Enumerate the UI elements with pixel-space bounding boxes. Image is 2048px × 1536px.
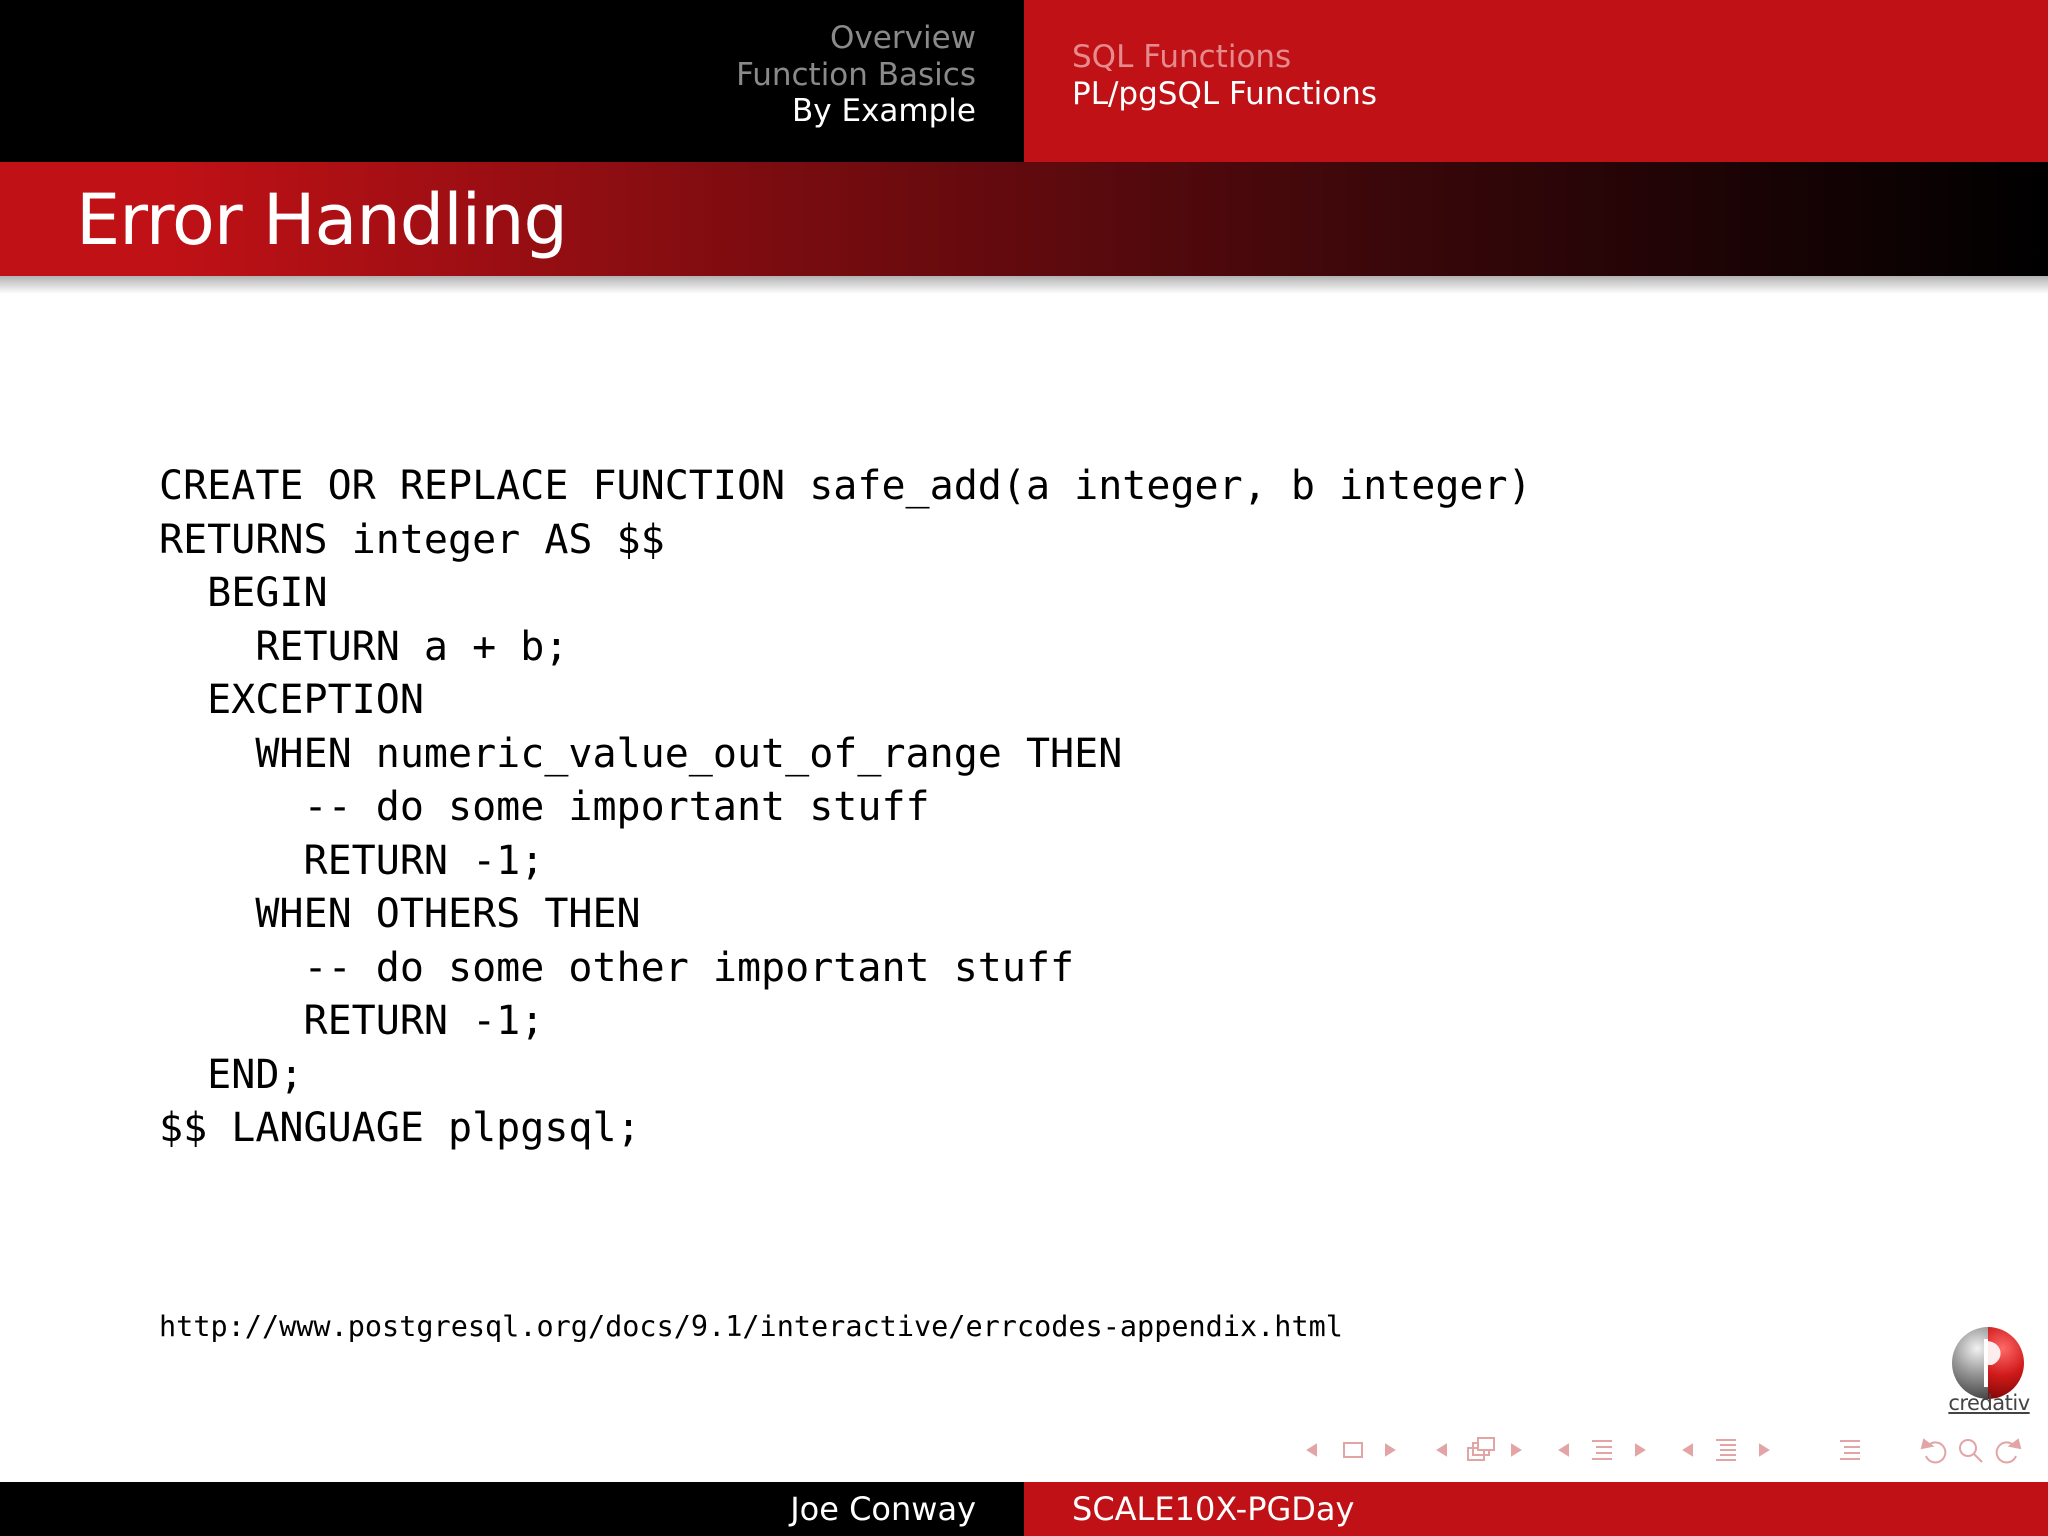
- footer-author: Joe Conway: [790, 1490, 976, 1528]
- footer-event-panel: [1024, 1482, 2048, 1536]
- code-line: RETURN -1;: [159, 837, 545, 884]
- footer-event: SCALE10X-PGDay: [1072, 1490, 1355, 1528]
- section-icon[interactable]: [1592, 1441, 1612, 1459]
- prev-doc-icon[interactable]: [1684, 1445, 1692, 1455]
- next-section-icon[interactable]: [1636, 1445, 1644, 1455]
- header-subsections-panel: [1024, 0, 2048, 162]
- errcodes-reference-link[interactable]: http://www.postgresql.org/docs/9.1/interactive/errcodes-appendix.html: [159, 1310, 1343, 1343]
- title-bar-shadow: [0, 276, 2048, 294]
- subsection-nav: [1072, 39, 1377, 113]
- code-listing: [159, 460, 1532, 1156]
- code-line: $$ LANGUAGE plpgsql;: [159, 1105, 641, 1151]
- next-frame-icon[interactable]: [1386, 1445, 1394, 1455]
- nav-section-overview[interactable]: Overview: [830, 20, 976, 56]
- code-line: RETURN -1;: [159, 998, 545, 1044]
- code-line: -- do some other important stuff: [159, 944, 1075, 991]
- code-line: -- do some important stuff: [159, 784, 930, 830]
- code-line: RETURNS integer AS $$: [159, 516, 665, 563]
- search-icon[interactable]: [1960, 1440, 1982, 1462]
- subsection-icon[interactable]: [1468, 1438, 1494, 1460]
- frame-icon[interactable]: [1344, 1443, 1362, 1457]
- code-line: RETURN a + b;: [159, 623, 569, 670]
- code-line: END;: [159, 1051, 304, 1098]
- nav-section-function-basics[interactable]: Function Basics: [736, 56, 976, 93]
- nav-subsection-plpgsql-functions[interactable]: PL/pgSQL Functions: [1072, 76, 1377, 112]
- next-doc-icon[interactable]: [1760, 1445, 1768, 1455]
- code-line: WHEN OTHERS THEN: [159, 891, 641, 937]
- prev-frame-icon[interactable]: [1308, 1445, 1316, 1455]
- slide-title: Error Handling: [76, 179, 567, 261]
- code-line: CREATE OR REPLACE FUNCTION safe_add(a integer, b integer): [159, 463, 1532, 509]
- outline-icon[interactable]: [1840, 1441, 1860, 1459]
- redo-arrowhead-icon: [2010, 1440, 2020, 1448]
- code-line: BEGIN: [159, 570, 328, 616]
- code-line: EXCEPTION: [159, 677, 424, 723]
- beamer-navigation-symbols: [1300, 1432, 2040, 1468]
- header-sections-panel: [0, 0, 1024, 162]
- nav-section-by-example[interactable]: By Example: [792, 93, 976, 129]
- undo-arrowhead-icon: [1922, 1440, 1932, 1448]
- document-icon[interactable]: [1716, 1440, 1736, 1460]
- prev-section-icon[interactable]: [1560, 1445, 1568, 1455]
- next-subsection-icon[interactable]: [1512, 1445, 1520, 1455]
- section-nav: [736, 20, 976, 130]
- code-line: WHEN numeric_value_out_of_range THEN: [159, 730, 1123, 777]
- nav-subsection-sql-functions[interactable]: SQL Functions: [1072, 39, 1292, 75]
- footer-author-panel: [0, 1482, 1024, 1536]
- logo-wordmark: credativ: [1948, 1391, 2030, 1415]
- prev-subsection-icon[interactable]: [1438, 1445, 1446, 1455]
